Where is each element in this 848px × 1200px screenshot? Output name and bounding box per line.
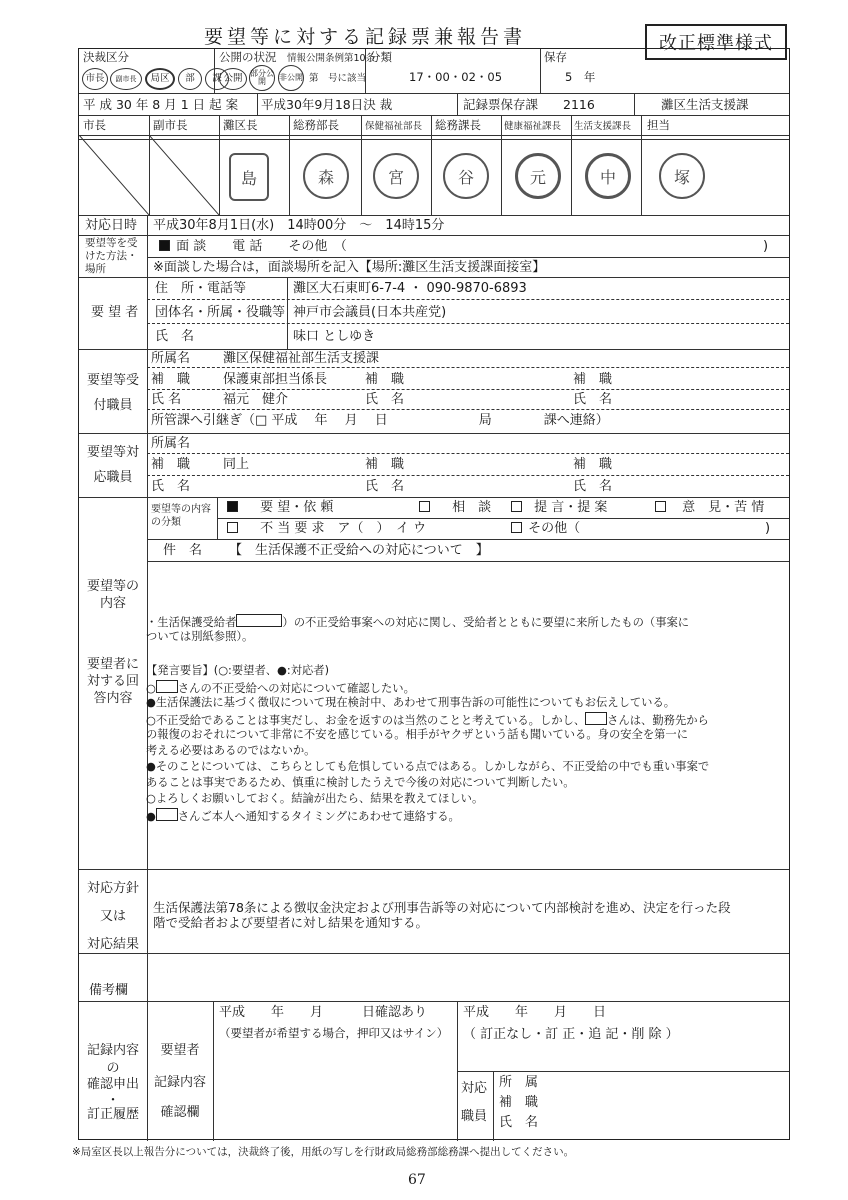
category-request: 要 望・依 頼 — [225, 500, 333, 516]
confirm-field-name: 氏 名 — [499, 1115, 539, 1130]
approver-general-affairs-chief: 総務課長 — [435, 118, 481, 132]
redaction-box — [236, 614, 282, 627]
content-line-5: ●生活保護法に基づく徴収について現在検討中、あわせて刑事告訴の可能性についてもお伝えしている。 — [146, 696, 676, 709]
receiver-name-label: 氏 名 — [151, 392, 182, 407]
receiver-handover: 所管課へ引継ぎ（□ 平成 年 月 日 局 課へ連絡） — [151, 413, 609, 428]
category-opinion: 意 見・苦 情 — [653, 500, 764, 516]
policy-label-1: 対応方針 — [86, 881, 139, 896]
redaction-box — [156, 808, 178, 821]
method-label: 要望等を受けた方法・場所 — [85, 237, 138, 276]
approver-health-welfare-director: 保健福祉部長 — [365, 121, 423, 132]
responder-label: 要望等対応職員 — [86, 445, 139, 485]
category-close: ) — [765, 521, 771, 536]
category-unjust: 不 当 要 求 ア（ ） イ ウ — [225, 521, 426, 537]
category-label: 要望等の内容の分類 — [151, 504, 211, 528]
policy-text-1: 生活保護法第78条による徴収金決定および刑事告訴等の対応について内部検討を進め、決定を行った段 — [153, 900, 731, 915]
koukai-option-partial: 部分公開 — [249, 65, 275, 91]
method-options-text: 面 談 電 話 その他 （ — [176, 239, 347, 254]
requester-address: 灘区大石東町6-7-4 ・ 090-9870-6893 — [293, 281, 527, 296]
policy-label-3: 対応結果 — [86, 937, 139, 952]
category-proposal: 提 言・提 案 — [509, 500, 607, 516]
subject-value: 【 生活保護不正受給への対応について 】 — [229, 543, 489, 558]
content-line-9: ●そのことについては、こちらとしても危惧している点ではある。しかしながら、不正受給の中でも重い事案で — [146, 760, 710, 773]
approver-general-affairs-director: 総務部長 — [293, 118, 339, 132]
receiver-name-label-2: 氏 名 — [365, 392, 405, 407]
receiver-name: 福元 健介 — [223, 392, 289, 407]
confirm-label-3: 確認申出 — [86, 1077, 139, 1092]
document-title: 要望等に対する記録票兼報告書 — [204, 26, 527, 48]
receiver-label: 要望等受付職員 — [86, 373, 139, 413]
confirm-right-date: 平成 年 月 日 — [463, 1005, 607, 1020]
requester-address-label: 住 所・電話等 — [155, 281, 247, 296]
receiver-post-label: 補 職 — [151, 372, 191, 387]
footnote: ※局室区長以上報告分については，決裁終了後，用紙の写しを行財政局総務部総務課へ提出してください。 — [72, 1146, 575, 1158]
meeting-label: 対応日時 — [85, 218, 138, 233]
seal-general-affairs-chief: 谷 — [443, 153, 489, 199]
confirm-staff-label-2: 職員 — [461, 1109, 488, 1124]
requester-label: 要 望 者 — [91, 305, 139, 320]
confirm-label-4: ・ — [106, 1093, 120, 1108]
requester-name-label: 氏 名 — [155, 329, 195, 344]
confirm-date-line: 平成 年 月 日確認あり — [219, 1005, 428, 1020]
method-options — [157, 239, 347, 255]
policy-label-2: 又は — [99, 909, 126, 924]
content-line-7: の報復のおそれについて非常に不安を感じている。相手がヤクザという話も聞いている。身の安全を第一に — [146, 728, 689, 741]
koukai-item: 第 号に該当 — [309, 73, 367, 84]
receiver-dept-label: 所属名 — [151, 351, 191, 366]
receiver-post: 保護東部担当係長 — [223, 372, 328, 387]
extension-number: 2116 — [563, 97, 595, 112]
remarks-label: 備考欄 — [89, 983, 129, 998]
draft-date: 平 成 30 年 8 月 1 日 起 案 — [83, 97, 239, 112]
confirm-label-1: 記録内容 — [86, 1043, 139, 1058]
method-close: ) — [763, 239, 769, 254]
confirm-sub-label-3: 確認欄 — [160, 1105, 200, 1120]
seal-general-affairs-director: 森 — [303, 153, 349, 199]
content-line-10: あることは事実であるため、慎重に検討したうえで今後の対応について判断したい。 — [146, 776, 575, 789]
redaction-box — [585, 712, 607, 725]
receiver-post-label-3: 補 職 — [573, 372, 613, 387]
content-line-11: ○よろしくお願いしておく。結論が出たら、結果を教えてほしい。 — [146, 792, 484, 805]
confirm-field-dept: 所 属 — [499, 1075, 539, 1090]
kessai-option-section: 課 — [205, 68, 229, 90]
checkbox-opinion — [655, 501, 666, 512]
page-number: 67 — [408, 1172, 426, 1188]
bunrui-label: 分類 — [369, 50, 392, 64]
koukai-option-public: 公開 — [219, 68, 247, 90]
content-line-12: ● さんご本人へ通知するタイミングにあわせて連絡する。 — [146, 810, 460, 823]
method-note: ※面談した場合は，面談場所を記入【場所:灘区生活支援課面接室】 — [153, 260, 546, 275]
approver-ward-chief: 灘区長 — [223, 118, 258, 132]
approver-vice-mayor: 副市長 — [153, 118, 188, 132]
approver-staff: 担当 — [647, 118, 670, 132]
content-line-8: 考える必要はあるのではないか。 — [146, 744, 316, 757]
checkbox-proposal — [511, 501, 522, 512]
approver-health-welfare-chief: 健康福祉課長 — [504, 121, 562, 132]
vice-mayor-cell-strike — [149, 135, 219, 215]
responder-name-label: 氏 名 — [151, 479, 191, 494]
redaction-box — [156, 680, 178, 693]
requester-org: 神戸市会議員(日本共産党) — [293, 305, 447, 320]
checkbox-consult — [419, 501, 430, 512]
receiver-post-label-2: 補 職 — [365, 372, 405, 387]
content-line-6: ○不正受給であることは事実だし、お金を返すのは当然のことと考えている。しかし、 さんは、勤務先から — [146, 714, 709, 727]
category-other: その他（ — [509, 521, 580, 537]
confirm-date-note: （要望者が希望する場合，押印又はサイン） — [219, 1026, 449, 1040]
seal-livelihood-chief: 中 — [585, 153, 631, 199]
category-consult: 相 談 — [417, 500, 491, 516]
koukai-option-private: 非公開 — [278, 65, 304, 91]
content-line-1: ・生活保護受給者 ）の不正受給事案への対応に関し、受給者とともに要望に来所したもの（事案に — [146, 616, 690, 629]
checkbox-other — [511, 522, 522, 533]
responder-dept-label: 所属名 — [151, 436, 191, 451]
kessai-option-vice-mayor: 副市長 — [110, 68, 142, 90]
policy-text-2: 階で受給者および要望者に対し結果を通知する。 — [153, 915, 429, 930]
confirm-label-5: 訂正履歴 — [86, 1107, 139, 1122]
department-name: 灘区生活支援課 — [661, 97, 749, 112]
content-line-3: 【発言要旨】(○:要望者、●:対応者) — [146, 664, 330, 677]
confirm-label-2: の — [106, 1061, 120, 1076]
kessai-option-mayor: 市長 — [82, 68, 108, 90]
koukai-label: 公開の状況 — [219, 50, 277, 64]
responder-post: 同上 — [223, 457, 250, 472]
hozon-label: 保存 — [544, 50, 567, 64]
kessai-label: 決裁区分 — [83, 50, 129, 64]
content-line-2: ついては別紙参照）。 — [146, 630, 254, 643]
checkbox-unjust — [227, 522, 238, 533]
answer-label: 要望者に対する回答内容 — [86, 657, 139, 706]
responder-post-label-2: 補 職 — [365, 457, 405, 472]
mayor-cell-strike — [79, 135, 149, 215]
hozon-ka-label: 記録票保存課 — [463, 97, 539, 112]
hozon-value: 5 年 — [565, 70, 596, 84]
content-label: 要望等の内容 — [86, 579, 139, 611]
responder-post-label-3: 補 職 — [573, 457, 613, 472]
seal-staff: 塚 — [659, 153, 705, 199]
approver-mayor: 市長 — [83, 118, 106, 132]
confirm-staff-label: 対応 — [461, 1081, 488, 1096]
content-line-4: ○ さんの不正受給への対応について確認したい。 — [146, 682, 415, 695]
receiver-dept: 灘区保健福祉部生活支援課 — [223, 351, 380, 366]
record-form — [78, 48, 790, 1140]
requester-org-label: 団体名・所属・役職等 — [155, 305, 286, 320]
kessai-option-bureau: 局区 — [145, 68, 175, 90]
confirm-sub-label-2: 記録内容 — [153, 1075, 206, 1090]
checkbox-request — [227, 501, 238, 512]
koukai-note: 情報公開条例第10条 — [287, 53, 376, 64]
responder-name-label-3: 氏 名 — [573, 479, 613, 494]
bunrui-value: 17・00・02・05 — [409, 70, 503, 84]
responder-name-label-2: 氏 名 — [365, 479, 405, 494]
requester-name: 味口 としゆき — [293, 329, 376, 344]
confirm-right-note: （ 訂正なし・訂 正・追 記・削 除 ） — [463, 1027, 679, 1042]
confirm-sub-label-1: 要望者 — [160, 1043, 200, 1058]
seal-health-welfare-chief: 元 — [515, 153, 561, 199]
kessai-option-department: 部 — [178, 68, 202, 90]
receiver-name-label-3: 氏 名 — [573, 392, 613, 407]
subject-label: 件 名 — [163, 543, 203, 558]
decision-date: 平成30年9月18日決 裁 — [261, 97, 393, 112]
confirm-field-post: 補 職 — [499, 1095, 539, 1110]
seal-health-welfare-director: 宮 — [373, 153, 419, 199]
form-standard-label: 改正標準様式 — [645, 24, 787, 60]
approver-livelihood-chief: 生活支援課長 — [574, 121, 632, 132]
meeting-value: 平成30年8月1日(水) 14時00分 ～ 14時15分 — [153, 218, 445, 233]
seal-ward-chief: 島 — [229, 153, 269, 201]
responder-post-label: 補 職 — [151, 457, 191, 472]
checkbox-interview — [159, 240, 170, 251]
